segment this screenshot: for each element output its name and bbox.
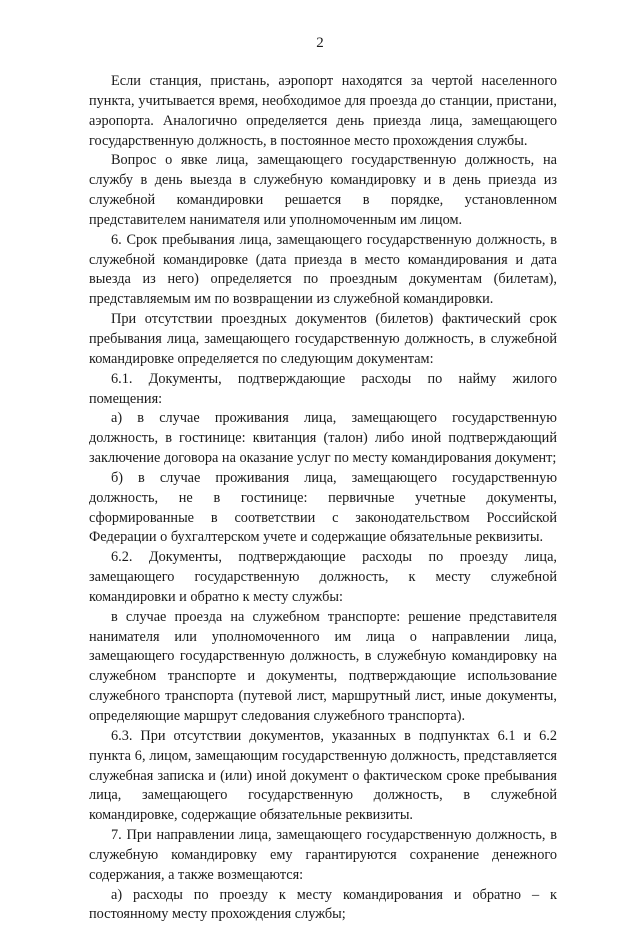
paragraph: 6. Срок пребывания лица, замещающего государственную должность, в служебной командировке (дата приезда в место командирования и дата выезда из него) определяется по проездным документам (билетам), представляемым им по возвращении из служебной командировки. [89,231,557,308]
paragraph: 6.1. Документы, подтверждающие расходы по найму жилого помещения: [89,370,557,407]
paragraph: Вопрос о явке лица, замещающего государственную должность, на службу в день выезда в служебную командировку и в день приезда из служебной командировки решается в порядке, установленном представителем нанимателя или уполномоченным им лицом. [89,152,557,228]
paragraph: 6.3. При отсутствии документов, указанных в подпунктах 6.1 и 6.2 пункта 6, лицом, замещающим государственную должность, представляется служебная записка и (или) иной документ о фактическом сроке пребывания лица, замещающего государственную должность, в служебной командировке, содержащие обязательные реквизиты. [89,727,557,824]
paragraph: 7. При направлении лица, замещающего государственную должность, в служебную командировку ему гарантируются сохранение денежного содержания, а также возмещаются: [89,827,557,883]
paragraph: 6.2. Документы, подтверждающие расходы по проезду лица, замещающего государственную должность, к месту служебной командировки и обратно к месту службы: [89,549,557,605]
paragraph: а) в случае проживания лица, замещающего государственную должность, в гостинице: квитанция (талон) либо иной подтверждающий заключение договора на оказание услуг по месту командирования документ; [89,410,557,467]
paragraph: б) в случае проживания лица, замещающего государственную должность, не в гостинице: первичные учетные документы, сформированные в соответствии с законодательством Российской Федерации о бухгалтерском учете и содержащие обязательные реквизиты. [89,469,557,546]
paragraph: а) расходы по проезду к месту командирования и обратно – к постоянному месту прохождения службы; [89,886,557,923]
paragraph: При отсутствии проездных документов (билетов) фактический срок пребывания лица, замещающего государственную должность, в служебной командировке определяется по следующим документам: [89,311,557,367]
body-text [89,72,557,925]
paragraph: в случае проезда на служебном транспорте: решение представителя нанимателя или уполномоченного им лица о направлении лица, замещающего государственную должность, в служебную командировку на служебном транспорте и документы, подтверждающие использование служебного транспорта (путевой лист, маршрутный лист, иные документы, определяющие маршрут следования служебного транспорта). [89,608,557,724]
page-number: 2 [316,35,324,51]
paragraph: Если станция, пристань, аэропорт находятся за чертой населенного пункта, учитывается время, необходимое для проезда до станции, пристани, аэропорта. Аналогично определяется день приезда лица, замещающего государственную должность, в постоянное место прохождения службы. [89,73,557,149]
